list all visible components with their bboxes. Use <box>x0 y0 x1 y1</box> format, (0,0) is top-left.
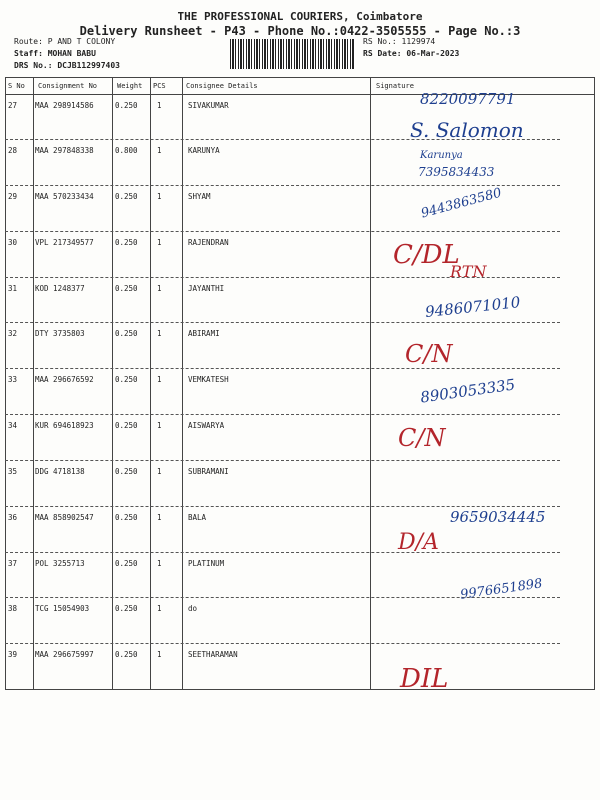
row-sno: 37 <box>8 559 18 568</box>
handwritten-status: C/N <box>398 424 446 452</box>
row-sno: 30 <box>8 238 18 247</box>
row-divider <box>5 322 560 323</box>
row-weight: 0.250 <box>115 375 138 384</box>
row-consignment: DDG 4718138 <box>35 467 85 476</box>
row-divider <box>5 643 560 644</box>
row-consignee: ABIRAMI <box>188 329 220 338</box>
row-pcs: 1 <box>157 421 162 430</box>
handwritten-status: D/A <box>398 530 439 555</box>
col-header-signature: Signature <box>376 82 414 90</box>
col-divider <box>150 77 151 690</box>
row-consignment: KUR 694618923 <box>35 421 94 430</box>
row-pcs: 1 <box>157 192 162 201</box>
route-label: Route: P AND T COLONY <box>14 37 116 46</box>
company-title: THE PROFESSIONAL COURIERS, Coimbatore <box>177 10 423 23</box>
handwritten-phone: 9486071010 <box>424 293 522 321</box>
row-sno: 29 <box>8 192 18 201</box>
row-consignee: SEETHARAMAN <box>188 650 238 659</box>
handwritten-name: Karunya <box>420 150 463 161</box>
row-consignment: KOD 1248377 <box>35 284 85 293</box>
handwritten-status: C/N <box>405 340 453 368</box>
handwritten-phone: 8220097791 <box>420 90 516 108</box>
row-consignment: MAA 858902547 <box>35 513 94 522</box>
handwritten-status: C/DL <box>393 240 460 270</box>
row-weight: 0.250 <box>115 192 138 201</box>
row-consignment: MAA 297848338 <box>35 146 94 155</box>
row-consignment: DTY 3735803 <box>35 329 85 338</box>
row-weight: 0.800 <box>115 146 138 155</box>
row-weight: 0.250 <box>115 101 138 110</box>
drs-number: DRS No.: DCJB112997403 <box>14 61 120 70</box>
row-divider <box>5 414 560 415</box>
col-header-consignment: Consignment No <box>38 82 98 90</box>
row-pcs: 1 <box>157 101 162 110</box>
row-pcs: 1 <box>157 513 162 522</box>
row-weight: 0.250 <box>115 559 138 568</box>
row-consignee: AISWARYA <box>188 421 225 430</box>
row-weight: 0.250 <box>115 238 138 247</box>
row-consignee: SIVAKUMAR <box>188 101 229 110</box>
col-header-consignee: Consignee Details <box>186 82 258 90</box>
row-divider <box>5 460 560 461</box>
row-consignment: MAA 296676592 <box>35 375 94 384</box>
row-weight: 0.250 <box>115 604 138 613</box>
barcode <box>230 39 355 69</box>
row-consignee: do <box>188 604 198 613</box>
row-pcs: 1 <box>157 604 162 613</box>
handwritten-status: RTN <box>450 262 487 281</box>
col-divider <box>182 77 183 690</box>
row-sno: 28 <box>8 146 18 155</box>
row-weight: 0.250 <box>115 284 138 293</box>
handwritten-phone: 7395834433 <box>418 165 495 179</box>
col-header-pcs: PCS <box>153 82 166 90</box>
row-pcs: 1 <box>157 329 162 338</box>
row-sno: 27 <box>8 101 18 110</box>
row-pcs: 1 <box>157 559 162 568</box>
row-divider <box>5 552 560 553</box>
row-sno: 34 <box>8 421 18 430</box>
row-sno: 36 <box>8 513 18 522</box>
row-divider <box>5 506 560 507</box>
handwritten-phone: 9976651898 <box>459 576 544 603</box>
row-consignment: MAA 296675997 <box>35 650 94 659</box>
row-sno: 32 <box>8 329 18 338</box>
row-pcs: 1 <box>157 375 162 384</box>
row-weight: 0.250 <box>115 421 138 430</box>
row-pcs: 1 <box>157 146 162 155</box>
runsheet-title: Delivery Runsheet - P43 - Phone No.:0422-3505555 - Page No.:3 <box>79 24 521 38</box>
rs-date: RS Date: 06-Mar-2023 <box>363 49 460 58</box>
row-sno: 33 <box>8 375 18 384</box>
row-consignee: SUBRAMANI <box>188 467 229 476</box>
row-consignment: TCG 15054903 <box>35 604 90 613</box>
row-consignment: MAA 570233434 <box>35 192 94 201</box>
row-consignee: JAYANTHI <box>188 284 225 293</box>
row-weight: 0.250 <box>115 329 138 338</box>
staff-label: Staff: MOHAN BABU <box>14 49 96 58</box>
row-sno: 35 <box>8 467 18 476</box>
row-divider <box>5 231 560 232</box>
col-divider <box>112 77 113 690</box>
row-pcs: 1 <box>157 467 162 476</box>
col-header-weight: Weight <box>117 82 143 90</box>
col-header-sno: S No <box>8 82 25 90</box>
row-divider <box>5 185 560 186</box>
col-divider <box>370 77 371 690</box>
col-divider <box>33 77 34 690</box>
row-divider <box>5 368 560 369</box>
row-sno: 38 <box>8 604 18 613</box>
row-pcs: 1 <box>157 238 162 247</box>
row-consignment: VPL 217349577 <box>35 238 94 247</box>
rs-number: RS No.: 1129974 <box>363 37 436 46</box>
row-sno: 31 <box>8 284 18 293</box>
handwritten-signature: S. Salomon <box>410 118 524 142</box>
row-weight: 0.250 <box>115 650 138 659</box>
handwritten-phone: 9443863580 <box>419 185 504 222</box>
handwritten-status: DIL <box>400 664 449 694</box>
row-consignee: BALA <box>188 513 207 522</box>
row-weight: 0.250 <box>115 467 138 476</box>
row-pcs: 1 <box>157 284 162 293</box>
handwritten-phone: 9659034445 <box>450 508 546 526</box>
row-consignment: MAA 298914586 <box>35 101 94 110</box>
handwritten-phone: 8903053335 <box>419 375 517 407</box>
row-consignee: VEMKATESH <box>188 375 229 384</box>
row-consignee: PLATINUM <box>188 559 225 568</box>
row-consignment: POL 3255713 <box>35 559 85 568</box>
row-sno: 39 <box>8 650 18 659</box>
row-pcs: 1 <box>157 650 162 659</box>
row-consignee: RAJENDRAN <box>188 238 229 247</box>
row-consignee: SHYAM <box>188 192 211 201</box>
row-weight: 0.250 <box>115 513 138 522</box>
row-consignee: KARUNYA <box>188 146 220 155</box>
